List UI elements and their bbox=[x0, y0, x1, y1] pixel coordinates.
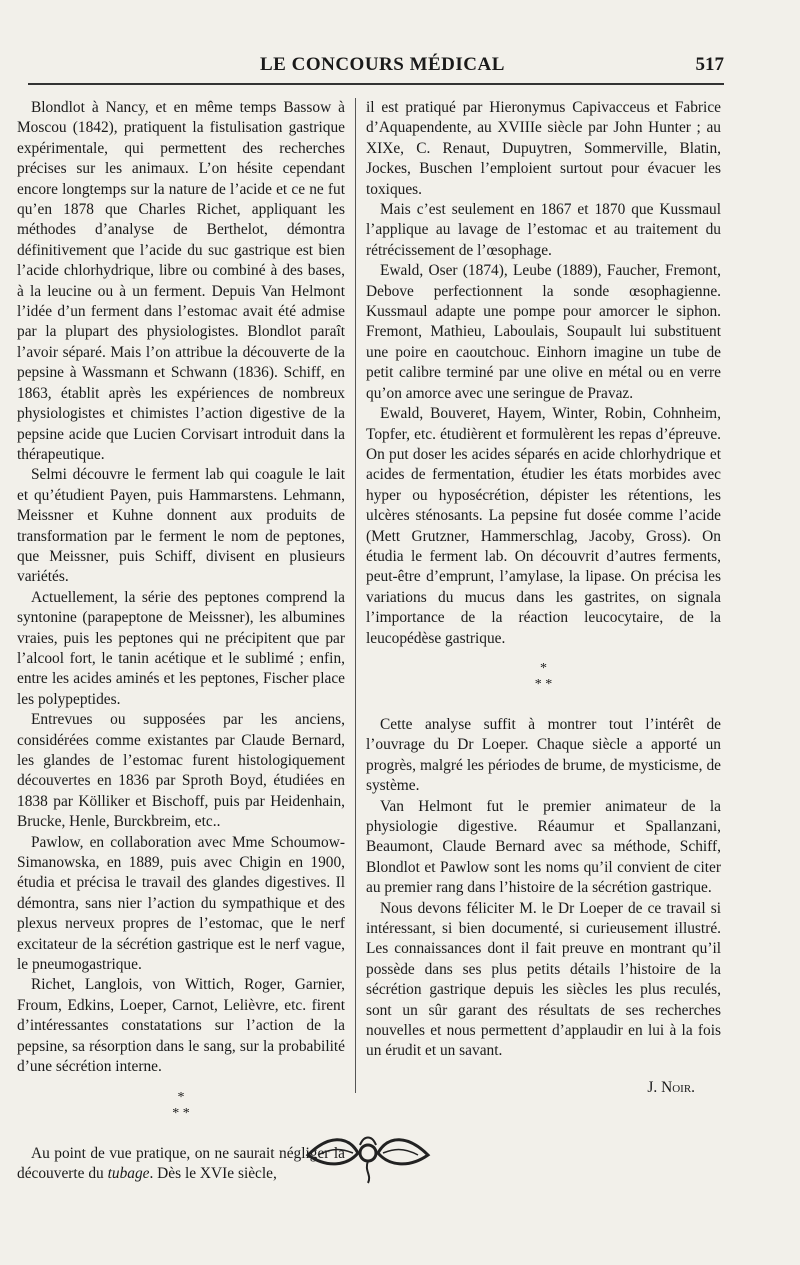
author-signature: J. Noir. bbox=[647, 1078, 695, 1096]
tubage-emphasis: tubage bbox=[107, 1164, 150, 1182]
paragraph: Mais c’est seulement en 1867 et 1870 que Kussmaul l’applique au lavage de l’estomac et au traitement du rétrécissement de l’œsophage. bbox=[366, 201, 721, 259]
running-header bbox=[20, 52, 724, 82]
paragraph: Entrevues ou supposées par les anciens, considérées comme existantes par Claude Bernard, les glandes de l’estomac furent histologiquement découvertes en 1836 par Sproth Boyd, étudiées en 1838 par Kölliker et Bischoff, puis par Heidenhain, Brucke, Henle, Burckbreim, etc.. bbox=[17, 711, 345, 831]
tailpiece-ornament-icon bbox=[298, 1125, 438, 1185]
paragraph-tubage: Au point de vue pratique, on ne saurait négliger la découverte du tubage. Dès le XVIe siècle, bbox=[17, 1144, 345, 1182]
paragraph: Richet, Langlois, von Wittich, Roger, Garnier, Froum, Edkins, Loeper, Carnot, Lelièvre, etc. firent d’intéressantes constatations sur l’action de la pepsine, sa résorption dans le sang, sur la probabilité d’une sécrétion interne. bbox=[17, 976, 345, 1076]
paragraph: Actuellement, la série des peptones comprend la syntonine (parapeptone de Meissner), les albumines vraies, puis les peptones qui ne précipitent que par l’alcool fort, le tanin acétique et le sublimé ; enfin, entre les acides aminés et les peptones, Fischer place les polypeptides. bbox=[17, 588, 345, 708]
journal-title: LE CONCOURS MÉDICAL bbox=[260, 54, 505, 75]
paragraph: Cette analyse suffit à montrer tout l’intérêt de l’ouvrage du Dr Loeper. Chaque siècle a apporté un progrès, malgré les périodes de brume, de mysticisme, de système. bbox=[366, 715, 721, 795]
paragraph: Ewald, Oser (1874), Leube (1889), Faucher, Fremont, Debove perfectionnent la sonde œsophagienne. Kussmaul adapte une pompe pour amorcer le siphon. Fremont, Mathieu, Laboulais, Soupault lui substituent une poire en caoutchouc. Einhorn imagine un tube de petit calibre terminé par une olive en métal ou en verre qu’on amorce avec une seringue de Pravaz. bbox=[366, 262, 721, 402]
header-rule bbox=[28, 83, 724, 85]
right-column bbox=[366, 98, 721, 1098]
paragraph: il est pratiqué par Hieronymus Capivacceus et Fabrice d’Aquapendente, au XVIIIe siècle par John Hunter ; au XIXe, C. Renaut, Dupuytren, Sommerville, Blatin, Jockes, Buschen l’emploient surtout pour évacuer les toxiques. bbox=[366, 99, 721, 198]
section-separator: * * * bbox=[534, 660, 553, 692]
paragraph: Pawlow, en collaboration avec Mme Schoumow-Simanowska, en 1889, puis avec Chigin en 1900, étudia et précisa le travail des glandes digestives. Il démontra, sans nier l’action du sympathique et des plexus nerveux propres de l’estomac, que le nerf excitateur de la sécrétion gastrique est le nerf vague, le pneumogastrique. bbox=[17, 833, 345, 974]
page-number: 517 bbox=[695, 54, 724, 75]
paragraph: Selmi découvre le ferment lab qui coagule le lait et qu’étudient Payen, puis Hammarstens. Lehmann, Meissner et Kuhne donnent aux produits de transformation par le ferment le nom de peptones, que Meissner, puis Schiff, divisent en plusieurs variétés. bbox=[17, 466, 345, 586]
column-divider bbox=[355, 98, 356, 1093]
left-column bbox=[17, 98, 345, 1184]
paragraph: Nous devons féliciter M. le Dr Loeper de ce travail si intéressant, si bien documenté, si curieusement illustré. Les connaissances dont il fait preuve en montrant qu’il possède dans ses plus petits détails l’histoire de la sécrétion gastrique depuis les siècles les plus reculés, sont un sûr garant des résultats de ses recherches nouvelles et nous permettent d’applaudir en lui à la fois un érudit et un savant. bbox=[366, 899, 721, 1060]
section-separator: * * * bbox=[172, 1089, 190, 1121]
paragraph: Van Helmont fut le premier animateur de la physiologie digestive. Réaumur et Spallanzani, Beaumont, Claude Bernard avec sa méthode, Schiff, Blondlot et Pawlow sont les noms qu’il convient de citer au premier rang dans l’histoire de la sécrétion gastrique. bbox=[366, 797, 721, 897]
paragraph: Ewald, Bouveret, Hayem, Winter, Robin, Cohnheim, Topfer, etc. étudièrent et formulèrent les repas d’épreuve. On put doser les acides séparés en acide chlorhydrique et acides de fermentation, étudier les états morbides avec hyper ou hyposécrétion, dépister les rétentions, les ulcères sténosants. La pepsine fut dosée comme l’acide (Mett Grutzner, Hammerschlag, Jacoby, Gross). On étudia le ferment lab. On découvrit d’autres ferments, peut-être d’emprunt, l’amylase, la lipase. On précisa les variations du mucus dans les gastrites, on signala l’importance de la réaction leucocytaire, de la leucopédèse gastrique. bbox=[366, 405, 721, 647]
paragraph: Blondlot à Nancy, et en même temps Bassow à Moscou (1842), pratiquent la fistulisation gastrique expérimentale, qui permettent des recherches précises sur les animaux. L’on hésite cependant encore longtemps sur la nature de l’acide et ce ne fut qu’en 1878 que Charles Richet, appliquant les méthodes d’analyse de Berthelot, démontra définitivement que l’acide du suc gastrique est bien l’acide chlorhydrique, libre ou combiné à des bases, à la leucine ou à un ferment. Depuis Van Helmont l’idée d’un ferment dans l’estomac avait été admise par la plupart des physiologistes. Blondlot paraît l’avoir séparé. Mais l’on attribue la découverte de la pepsine à Wassmann et Schwann (1836). Schiff, en 1863, établit après les expériences de nombreux physiologistes et chimistes l’action digestive de la pepsine acide que Lucien Corvisart introduit dans la thérapeutique. bbox=[17, 99, 345, 463]
